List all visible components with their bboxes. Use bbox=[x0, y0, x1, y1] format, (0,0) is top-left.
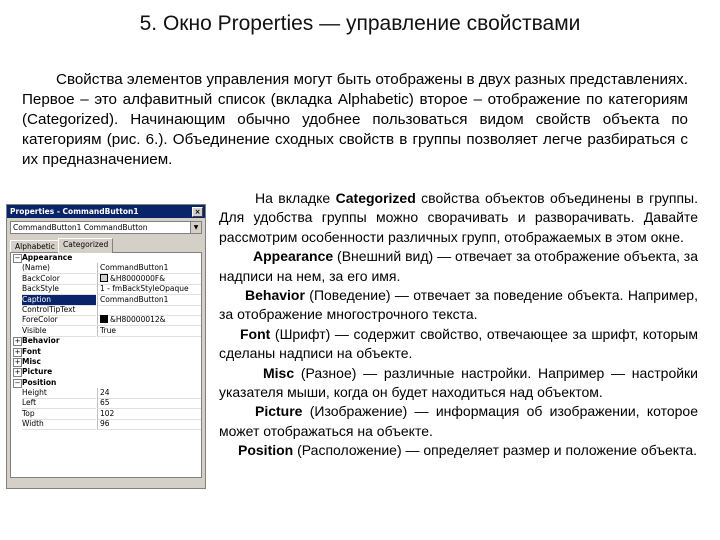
object-selector-value: CommandButton1 CommandButton bbox=[13, 223, 148, 232]
intro-paragraph bbox=[22, 70, 688, 170]
chevron-down-icon[interactable]: ▼ bbox=[190, 222, 201, 233]
property-value[interactable] bbox=[97, 388, 201, 399]
collapse-icon[interactable]: − bbox=[14, 378, 21, 387]
expand-icon[interactable]: + bbox=[14, 368, 21, 377]
property-grid bbox=[10, 252, 202, 478]
property-value[interactable] bbox=[97, 419, 201, 430]
property-row[interactable] bbox=[11, 409, 201, 419]
property-name: BackColor bbox=[22, 274, 96, 285]
property-category[interactable] bbox=[11, 367, 201, 377]
property-row[interactable] bbox=[11, 284, 201, 294]
collapse-icon[interactable]: − bbox=[14, 254, 21, 262]
paragraph-behavior bbox=[219, 286, 698, 325]
categories-description bbox=[219, 189, 698, 461]
property-category[interactable] bbox=[11, 253, 201, 263]
property-row[interactable] bbox=[11, 305, 201, 315]
property-row[interactable] bbox=[11, 398, 201, 408]
property-category[interactable] bbox=[11, 357, 201, 367]
behavior-text: (Поведение) — отвечает за поведение объекта. Например, за отображение многострочного текста. bbox=[219, 287, 698, 323]
object-selector[interactable] bbox=[10, 221, 202, 234]
property-name: ForeColor bbox=[22, 315, 96, 326]
property-value[interactable] bbox=[97, 263, 201, 274]
paragraph-font bbox=[219, 325, 698, 364]
property-name: Caption bbox=[22, 295, 96, 306]
expand-icon[interactable]: + bbox=[14, 357, 21, 366]
paragraph-appearance bbox=[219, 247, 698, 286]
property-row[interactable] bbox=[11, 274, 201, 284]
category-name: Position bbox=[22, 377, 57, 387]
property-value[interactable] bbox=[97, 398, 201, 409]
property-category[interactable] bbox=[11, 347, 201, 357]
expand-icon[interactable]: + bbox=[14, 337, 21, 346]
property-value-text: 102 bbox=[100, 408, 115, 418]
category-name: Misc bbox=[22, 356, 41, 366]
misc-text: (Разное) — различные настройки. Например — настройки указателя мыши, когда он будет находиться над объектом. bbox=[219, 364, 698, 401]
property-row[interactable] bbox=[11, 263, 201, 273]
term-font: Font bbox=[240, 325, 271, 342]
property-value-text: 24 bbox=[100, 388, 110, 398]
property-value-text: &H8000000F& bbox=[110, 273, 166, 283]
property-value-text: 65 bbox=[100, 398, 110, 408]
tab-categorized[interactable]: Categorized bbox=[58, 238, 113, 253]
font-text: (Шрифт) — содержит свойство, отвечающее за шрифт, которым сделаны надписи на объекте. bbox=[219, 325, 698, 362]
term-categorized: Categorized bbox=[335, 190, 416, 206]
term-appearance: Appearance bbox=[253, 248, 334, 265]
paragraph-categorized bbox=[219, 189, 698, 247]
property-name: BackStyle bbox=[22, 284, 96, 295]
property-value-text: &H80000012& bbox=[110, 315, 166, 325]
term-picture: Picture bbox=[255, 403, 303, 420]
term-misc: Misc bbox=[263, 364, 295, 381]
property-value[interactable] bbox=[97, 274, 201, 285]
color-swatch bbox=[100, 315, 108, 323]
property-value-text: 1 - fmBackStyleOpaque bbox=[100, 284, 189, 294]
property-row[interactable] bbox=[11, 326, 201, 336]
p1-post: свойства объектов объединены в группы. Для удобства группы можно сворачивать и разворачивать. Давайте рассмотрим особенности различных групп, отображаемых в этом окне. bbox=[219, 190, 698, 245]
properties-tabs bbox=[10, 238, 202, 252]
property-row[interactable] bbox=[11, 419, 201, 429]
close-icon[interactable]: × bbox=[192, 207, 203, 217]
term-position: Position bbox=[238, 442, 294, 459]
page-title: 5. Окно Properties — управление свойствами bbox=[139, 12, 581, 35]
property-value[interactable] bbox=[97, 284, 201, 295]
properties-titlebar bbox=[7, 205, 205, 218]
intro-text: Свойства элементов управления могут быть отображены в двух разных представлениях. Первое – это алфавитный список (вкладка Alphabetic) второе – отображение по категориям (Categorized). Начинающим обычно удобнее пользоваться видом свойств объекта по категориям (рис. 6.). Объединение сходных свойств в группы позволяет легче разбираться с их предназначением. bbox=[22, 71, 688, 168]
property-value[interactable] bbox=[97, 295, 201, 306]
paragraph-picture bbox=[219, 402, 698, 441]
category-name: Behavior bbox=[22, 336, 60, 346]
paragraph-position bbox=[219, 441, 698, 460]
property-category[interactable] bbox=[11, 336, 201, 346]
term-behavior: Behavior bbox=[245, 287, 305, 304]
property-value[interactable] bbox=[97, 305, 201, 316]
property-value[interactable] bbox=[97, 409, 201, 420]
property-row[interactable] bbox=[11, 315, 201, 325]
property-row[interactable] bbox=[11, 295, 201, 305]
property-row[interactable] bbox=[11, 388, 201, 398]
paragraph-misc bbox=[219, 364, 698, 403]
property-category[interactable] bbox=[11, 378, 201, 388]
category-name: Font bbox=[22, 346, 41, 356]
category-name: Picture bbox=[22, 367, 53, 377]
appearance-text: (Внешний вид) — отвечает за отображение объекта, за надписи на нем, за его имя. bbox=[219, 248, 698, 284]
properties-title: Properties - CommandButton1 bbox=[10, 207, 139, 216]
property-name: Width bbox=[22, 419, 96, 430]
property-name: Visible bbox=[22, 326, 96, 337]
property-value[interactable] bbox=[97, 326, 201, 337]
properties-window bbox=[6, 204, 206, 489]
picture-text: (Изображение) — информация об изображении, которое может отображаться на объекте. bbox=[219, 403, 698, 439]
property-name: Top bbox=[22, 409, 96, 420]
property-name: Height bbox=[22, 388, 96, 399]
property-value-text: CommandButton1 bbox=[100, 294, 169, 304]
property-value[interactable] bbox=[97, 315, 201, 326]
color-swatch bbox=[100, 274, 108, 282]
property-name: Left bbox=[22, 398, 96, 409]
property-value-text: 96 bbox=[100, 419, 110, 429]
category-name: Appearance bbox=[22, 253, 73, 262]
p1-pre: На вкладке bbox=[255, 190, 336, 206]
property-name: (Name) bbox=[22, 263, 96, 274]
position-text: (Расположение) — определяет размер и положение объекта. bbox=[293, 442, 697, 459]
property-value-text: True bbox=[100, 325, 116, 335]
property-name: ControlTipText bbox=[22, 305, 96, 316]
expand-icon[interactable]: + bbox=[14, 347, 21, 356]
tab-alphabetic[interactable]: Alphabetic bbox=[10, 240, 60, 253]
property-value-text: CommandButton1 bbox=[100, 263, 169, 273]
